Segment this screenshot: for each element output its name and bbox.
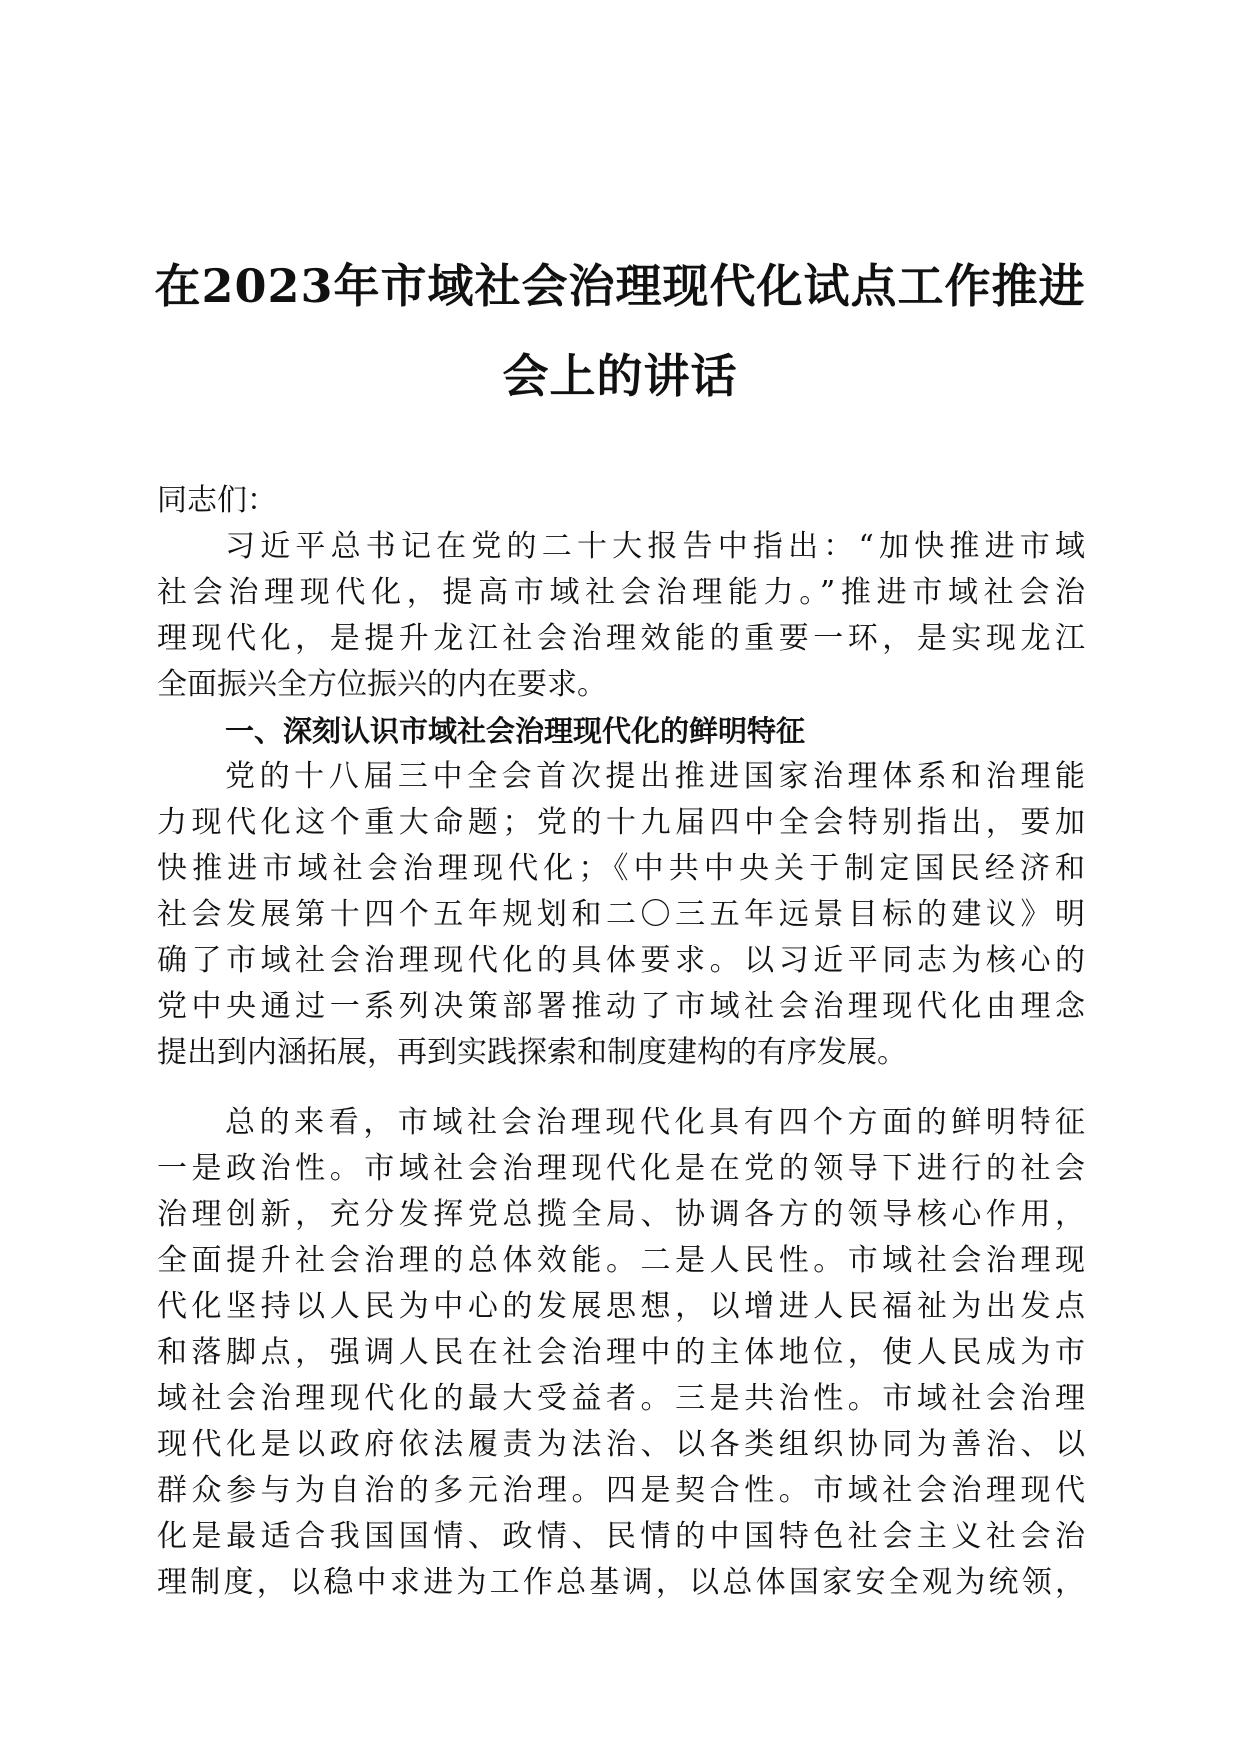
- salutation: 同志们：: [157, 483, 277, 518]
- paragraph-line: 化是最适合我国国情、政情、民情的中国特色社会主义社会治: [157, 1519, 1085, 1554]
- paragraph-line: 全面提升社会治理的总体效能。二是人民性。市域社会治理现: [157, 1243, 1085, 1278]
- section-heading: 一、深刻认识市域社会治理现代化的鲜明特征: [225, 714, 806, 748]
- paragraph-line: 党中央通过一系列决策部署推动了市域社会治理现代化由理念: [157, 989, 1085, 1024]
- paragraph-line: 理制度，以稳中求进为工作总基调，以总体国家安全观为统领，: [157, 1565, 1085, 1600]
- paragraph-line: 一是政治性。市域社会治理现代化是在党的领导下进行的社会: [157, 1151, 1085, 1186]
- speech-body: [157, 478, 1085, 1606]
- paragraph-line: 社会发展第十四个五年规划和二〇三五年远景目标的建议》明: [157, 897, 1085, 932]
- paragraph-line: 全面振兴全方位振兴的内在要求。: [157, 667, 607, 702]
- page-title-line-2: 会上的讲话: [502, 349, 738, 403]
- paragraph-line: 和落脚点，强调人民在社会治理中的主体地位，使人民成为市: [157, 1335, 1085, 1370]
- paragraph-line: 理现代化，是提升龙江社会治理效能的重要一环，是实现龙江: [157, 621, 1085, 656]
- paragraph-line: 社会治理现代化，提高市域社会治理能力。”推进市域社会治: [157, 575, 1085, 610]
- paragraph-line: 力现代化这个重大命题；党的十九届四中全会特别指出，要加: [157, 805, 1085, 840]
- paragraph-line: 群众参与为自治的多元治理。四是契合性。市域社会治理现代: [157, 1473, 1085, 1508]
- paragraph-gap: [157, 1076, 1085, 1100]
- paragraph-line: 习近平总书记在党的二十大报告中指出：“加快推进市域: [225, 529, 1085, 564]
- paragraph-line: 确了市域社会治理现代化的具体要求。以习近平同志为核心的: [157, 943, 1085, 978]
- paragraph-line: 提出到内涵拓展，再到实践探索和制度建构的有序发展。: [157, 1035, 907, 1070]
- paragraph-line: 党的十八届三中全会首次提出推进国家治理体系和治理能: [225, 759, 1085, 794]
- paragraph-line: 代化坚持以人民为中心的发展思想，以增进人民福祉为出发点: [157, 1289, 1085, 1324]
- paragraph-line: 现代化是以政府依法履责为法治、以各类组织协同为善治、以: [157, 1427, 1085, 1462]
- paragraph-line: 快推进市域社会治理现代化；《中共中央关于制定国民经济和: [157, 851, 1085, 886]
- paragraph-line: 域社会治理现代化的最大受益者。三是共治性。市域社会治理: [157, 1381, 1085, 1416]
- paragraph-line: 总的来看，市域社会治理现代化具有四个方面的鲜明特征: [225, 1105, 1085, 1140]
- page-title-line-1: 在2023年市域社会治理现代化试点工作推进: [154, 259, 1086, 313]
- paragraph-line: 治理创新，充分发挥党总揽全局、协调各方的领导核心作用，: [157, 1197, 1085, 1232]
